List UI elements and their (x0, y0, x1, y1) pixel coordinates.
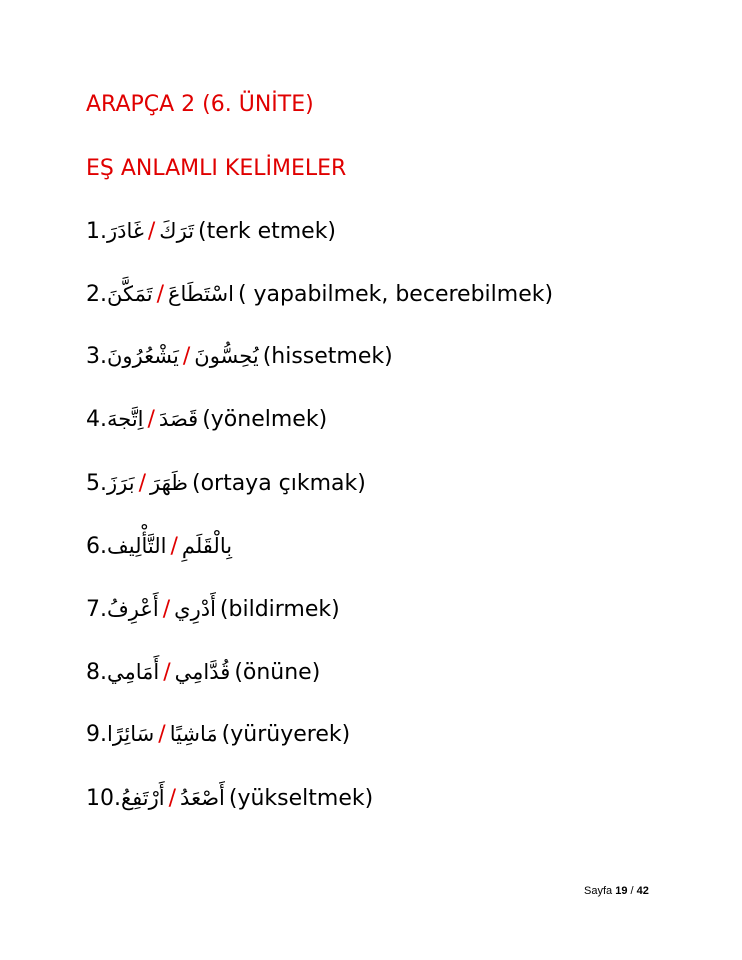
item-number: 9. (86, 722, 107, 747)
arabic-word-b: مَاشِيًا (169, 722, 218, 746)
slash-separator: / (162, 597, 171, 622)
page-footer (584, 885, 649, 897)
footer-separator: / (630, 885, 634, 897)
list-item (86, 658, 320, 687)
item-number: 2. (86, 282, 107, 307)
list-item (86, 595, 340, 624)
slash-separator: / (147, 407, 155, 432)
item-meaning: (terk etmek) (198, 219, 337, 244)
item-meaning: (yükseltmek) (228, 786, 374, 811)
item-number: 8. (86, 660, 107, 685)
footer-page-total: 42 (636, 885, 649, 897)
item-meaning: (yürüyerek) (221, 722, 351, 747)
arabic-word-b: ظَهَرَ (150, 471, 188, 495)
footer-page-number: 19 (615, 885, 628, 897)
item-number: 7. (86, 597, 107, 622)
arabic-word-b: قَصَدَ (158, 407, 199, 431)
slash-separator: / (158, 722, 166, 747)
item-meaning: (yönelmek) (202, 407, 328, 432)
arabic-word-b: اسْتَطَاعَ (168, 282, 234, 306)
arabic-word-b: أَصْعَدُ (180, 786, 225, 810)
item-number: 10. (86, 786, 121, 811)
list-item (86, 469, 366, 498)
arabic-word-b: أَدْرِي (174, 597, 216, 621)
item-number: 4. (86, 407, 107, 432)
list-item (86, 405, 327, 434)
item-meaning: (ortaya çıkmak) (191, 471, 366, 496)
arabic-word-a: أَعْرِفُ (107, 597, 159, 621)
item-meaning: ( yapabilmek, becerebilmek) (237, 282, 554, 307)
item-meaning: (önüne) (234, 660, 321, 685)
arabic-word-b: بِالْقَلَمِ (181, 534, 233, 558)
item-meaning (232, 534, 236, 559)
arabic-word-a: غَادَرَ (107, 219, 144, 243)
list-item (86, 342, 393, 371)
arabic-word-b: تَرَكَ (159, 219, 195, 243)
page-title: ARAPÇA 2 (6. ÜNİTE) (86, 92, 314, 117)
arabic-word-a: أَمَامِي (107, 660, 160, 684)
list-item (86, 784, 373, 813)
arabic-word-a: بَرَزَ (107, 471, 135, 495)
slash-separator: / (138, 471, 146, 496)
arabic-word-a: التَّأْلِيف (107, 534, 167, 558)
arabic-word-a: يَشْعُرُونَ (107, 344, 179, 368)
item-number: 3. (86, 344, 107, 369)
list-item (86, 280, 553, 309)
slash-separator: / (156, 282, 164, 307)
slash-separator: / (147, 219, 156, 244)
item-number: 5. (86, 471, 107, 496)
arabic-word-a: سَائِرًا (107, 722, 155, 746)
item-number: 1. (86, 219, 107, 244)
item-meaning: (hissetmek) (262, 344, 393, 369)
arabic-word-b: يُحِسُّونَ (194, 344, 259, 368)
item-meaning: (bildirmek) (219, 597, 340, 622)
footer-label: Sayfa (584, 885, 613, 897)
item-number: 6. (86, 534, 107, 559)
slash-separator: / (170, 534, 178, 559)
list-item (86, 532, 236, 561)
section-subtitle: EŞ ANLAMLI KELİMELER (86, 156, 347, 181)
arabic-word-a: اِتَّجهَ (107, 407, 144, 431)
list-item (86, 720, 350, 749)
list-item (86, 217, 336, 246)
slash-separator: / (163, 660, 171, 685)
arabic-word-b: قُدَّامِي (174, 660, 231, 684)
arabic-word-a: أَرْتَفِعُ (121, 786, 165, 810)
arabic-word-a: تَمَكَّنَ (107, 282, 153, 306)
slash-separator: / (168, 786, 177, 811)
slash-separator: / (182, 344, 191, 369)
